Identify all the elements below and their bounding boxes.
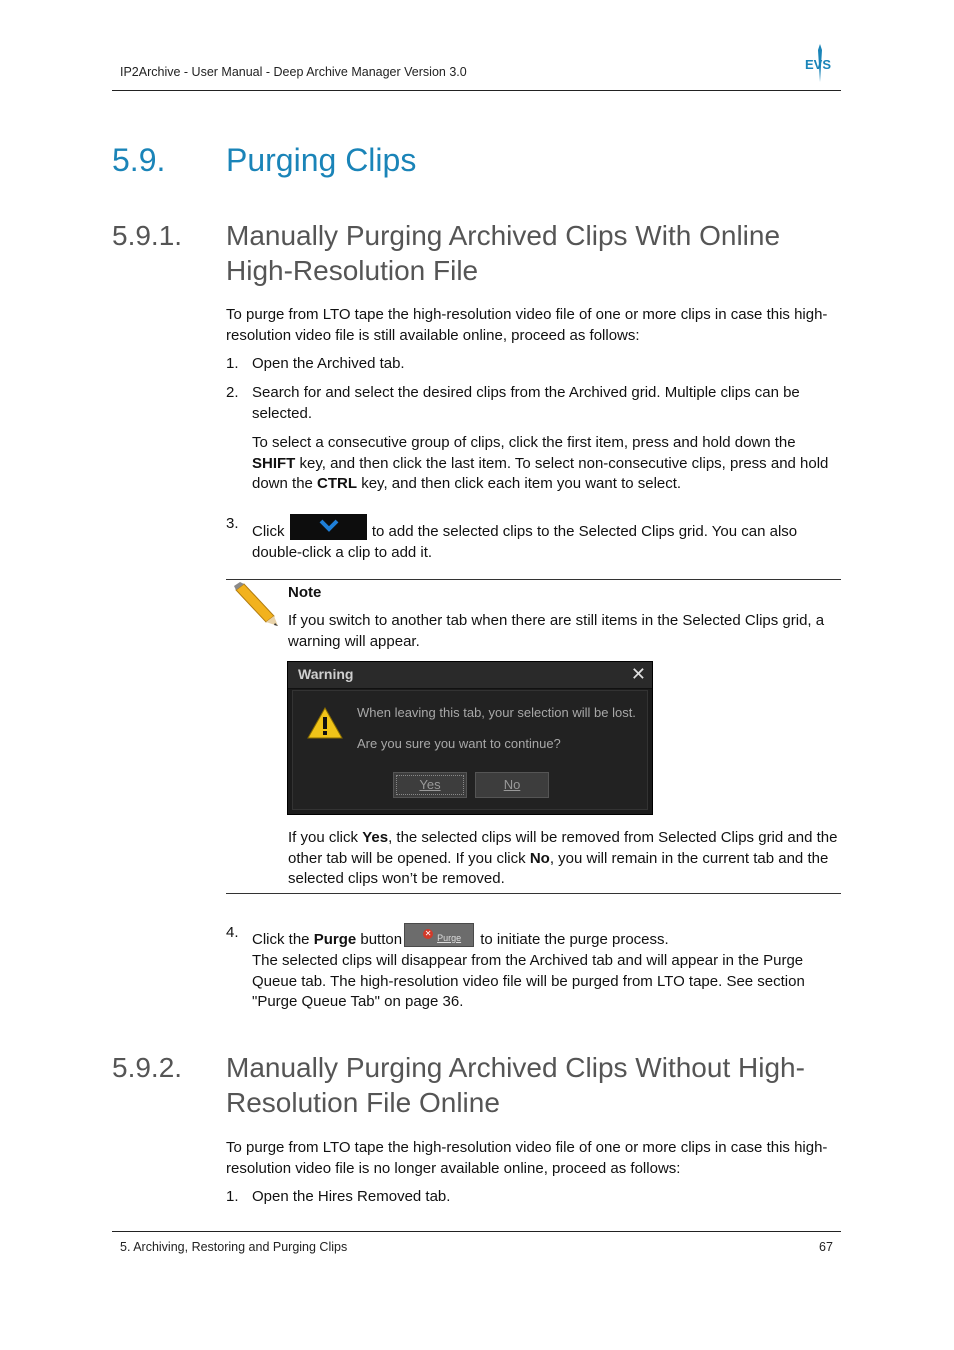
- selection-tip: To select a consecutive group of clips, click the first item, press and hold down the SHIFT key, and then click the last item. To select non-consecutive clips, press and hold down the CTRL key, and then click each item you want to select.: [252, 434, 829, 492]
- yes-keyword: Yes: [362, 829, 389, 846]
- step-text: Open the Hires Removed tab.: [252, 1188, 451, 1205]
- logo-text: EVS: [805, 57, 832, 72]
- yes-button[interactable]: Yes: [393, 772, 467, 798]
- step-number: 1.: [226, 355, 239, 372]
- step-text: Search for and select the desired clips from the Archived grid. Multiple clips can be selected.: [252, 384, 800, 422]
- section-title: Purging Clips: [226, 142, 417, 178]
- dialog-body: [292, 690, 648, 810]
- step-text: Open the Archived tab.: [252, 355, 405, 372]
- chevron-down-icon: [319, 518, 339, 532]
- step-number: 2.: [226, 384, 239, 401]
- purge-button[interactable]: ✕ Purge: [404, 923, 474, 947]
- header-rule: [112, 90, 841, 91]
- intro-paragraph: To purge from LTO tape the high-resolution video file of one or more clips in case this high-resolution video file is no longer available online, proceed as follows:: [226, 1139, 828, 1177]
- note-top-rule: [226, 579, 841, 580]
- add-to-selected-button[interactable]: [290, 514, 367, 540]
- purge-keyword: Purge: [313, 931, 357, 948]
- warning-dialog: [287, 661, 653, 815]
- dialog-title: Warning: [298, 666, 354, 682]
- step-number: 1.: [226, 1188, 239, 1205]
- section-title: Manually Purging Archived Clips With Online High-Resolution File: [226, 220, 781, 286]
- dialog-message-1: When leaving this tab, your selection will be lost.: [357, 705, 636, 720]
- note-paragraph-2: If you click Yes, the selected clips will be removed from Selected Clips grid and the other tab will be opened. If you click No, you will remain in the current tab and the selected clips won’t be removed.: [288, 829, 838, 887]
- dialog-message-2: Are you sure you want to continue?: [357, 736, 561, 751]
- no-button[interactable]: No: [475, 772, 549, 798]
- ctrl-key: CTRL: [317, 475, 358, 492]
- pencil-icon: [232, 582, 280, 628]
- intro-paragraph: To purge from LTO tape the high-resolution video file of one or more clips in case this high-resolution video file is still available online, proceed as follows:: [226, 306, 828, 344]
- note-paragraph-1: If you switch to another tab when there are still items in the Selected Clips grid, a warning will appear.: [288, 612, 825, 650]
- warning-icon: [307, 707, 343, 739]
- footer-chapter: 5. Archiving, Restoring and Purging Clips: [120, 1240, 348, 1254]
- step-number: 4.: [226, 924, 239, 941]
- close-icon[interactable]: ✕: [630, 664, 646, 684]
- footer-rule: [112, 1231, 841, 1232]
- dialog-title-bar: [288, 662, 652, 689]
- section-title: Manually Purging Archived Clips Without High-Resolution File Online: [226, 1052, 805, 1118]
- page-number: 67: [819, 1240, 833, 1254]
- evs-logo: [805, 44, 835, 82]
- running-header: IP2Archive - User Manual - Deep Archive Manager Version 3.0: [120, 65, 467, 79]
- section-number: 5.9.: [112, 142, 166, 178]
- note-title: Note: [288, 584, 322, 601]
- shift-key: SHIFT: [252, 454, 296, 472]
- note-bottom-rule: [226, 893, 841, 894]
- step-text: Click to add the selected clips to the Selected Clips grid. You can also double-click a clip to add it.: [252, 514, 842, 563]
- no-keyword: No: [529, 849, 550, 867]
- cancel-circle-icon: ✕: [424, 929, 432, 938]
- section-number: 5.9.1.: [112, 220, 183, 251]
- step-number: 3.: [226, 515, 239, 532]
- step-text: Click the Purge button ✕ Purge to initiate the purge process.: [252, 923, 842, 951]
- section-number: 5.9.2.: [112, 1052, 183, 1083]
- step-4-explanation: The selected clips will disappear from the Archived tab and will appear in the Purge Queue tab. The high-resolution video file will be purged from LTO tape. See section "Purge Queue Tab" on page 36.: [252, 952, 805, 1010]
